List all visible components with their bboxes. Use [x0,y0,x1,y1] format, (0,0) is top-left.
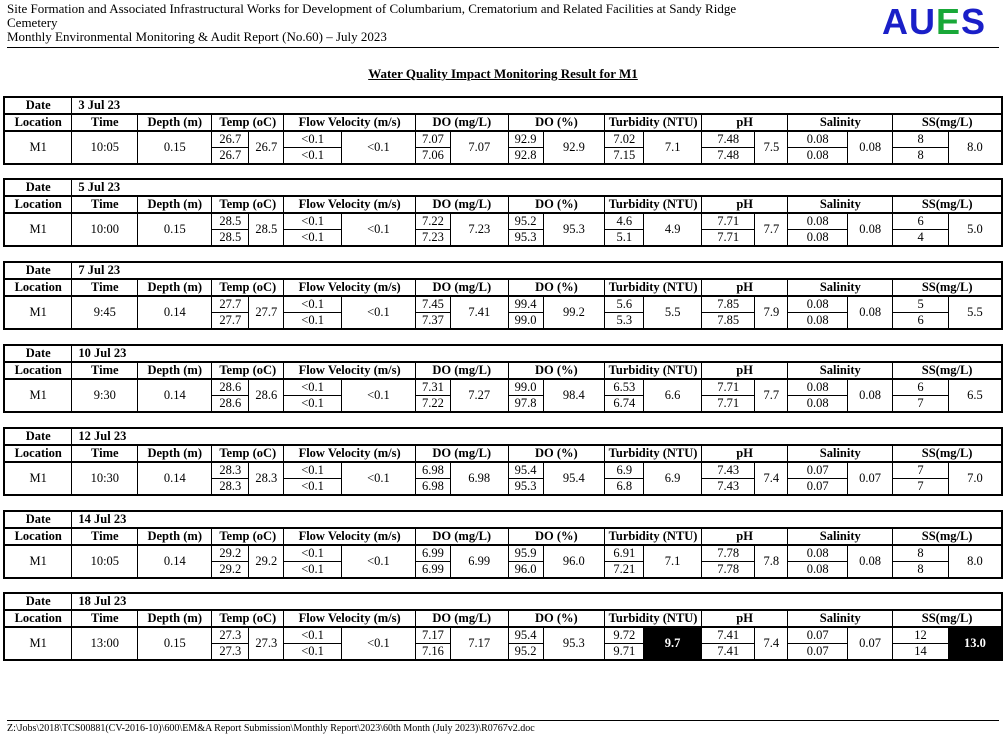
header-line1: Site Formation and Associated Infrastructural Works for Development of Columbarium, Crematorium and Related Facilities at Sandy Ridge [7,1,737,16]
flow-reading: <0.1 [284,296,342,313]
flow-reading: <0.1 [284,396,342,413]
temp-average: 28.5 [249,213,284,246]
temp-header: Temp (oC) [212,196,284,213]
temp-reading: 28.5 [212,213,249,230]
ph-header: pH [701,528,787,545]
aues-logo [882,0,986,44]
time-header: Time [72,445,138,462]
salinity-reading: 0.08 [788,296,848,313]
ph-average: 7.9 [755,296,788,329]
turbidity-average: 7.1 [644,131,702,164]
ss-header: SS(mg/L) [893,279,1002,296]
do-pct-header: DO (%) [508,610,605,627]
time-header: Time [72,362,138,379]
depth-header: Depth (m) [138,196,212,213]
do-mgl-reading: 6.99 [415,545,450,562]
monitoring-block [3,96,1003,165]
location-header: Location [4,610,72,627]
turbidity-average: 7.1 [644,545,702,578]
salinity-average: 0.07 [847,462,892,495]
salinity-reading: 0.08 [788,148,848,165]
do-mgl-reading: 7.07 [416,131,451,148]
ss-header: SS(mg/L) [893,362,1002,379]
do-pct-reading: 95.3 [508,479,543,496]
ss-header: SS(mg/L) [893,114,1002,131]
do-mgl-reading: 7.45 [416,296,451,313]
turbidity-header: Turbidity (NTU) [605,362,702,379]
do-pct-reading: 95.2 [508,644,543,661]
salinity-reading: 0.07 [788,462,848,479]
do-pct-header: DO (%) [508,445,605,462]
do-pct-reading: 95.9 [508,545,543,562]
do-pct-reading: 95.2 [508,213,543,230]
time-header: Time [72,610,138,627]
turbidity-reading: 4.6 [605,213,644,230]
do-mgl-reading: 7.22 [415,396,450,413]
turbidity-header: Turbidity (NTU) [605,196,702,213]
do-pct-header: DO (%) [508,196,605,213]
salinity-average: 0.08 [847,545,892,578]
turbidity-header: Turbidity (NTU) [605,528,702,545]
date-value: 18 Jul 23 [72,593,1002,610]
do-pct-average: 96.0 [543,545,605,578]
ss-average: 6.5 [948,379,1002,412]
do-pct-reading: 95.4 [508,627,543,644]
location-header: Location [4,528,72,545]
flow-reading: <0.1 [284,379,342,396]
do-pct-average: 92.9 [543,131,605,164]
turbidity-reading: 6.8 [605,479,644,496]
salinity-header: Salinity [788,279,893,296]
do-pct-reading: 92.8 [508,148,543,165]
ph-average: 7.5 [755,131,788,164]
ss-reading: 8 [893,131,949,148]
ph-average: 7.7 [755,213,788,246]
do-mgl-reading: 6.99 [415,562,450,579]
header-line2: Cemetery [7,15,58,30]
time-header: Time [72,196,138,213]
flow-average: <0.1 [341,379,415,412]
salinity-reading: 0.08 [788,545,848,562]
turbidity-header: Turbidity (NTU) [605,114,702,131]
salinity-header: Salinity [788,610,893,627]
time-header: Time [72,528,138,545]
flow-reading: <0.1 [284,562,342,579]
report-header [7,2,867,44]
turbidity-average: 9.7 [644,627,702,660]
flow-reading: <0.1 [284,545,342,562]
flow-header: Flow Velocity (m/s) [284,196,416,213]
depth-header: Depth (m) [138,528,212,545]
date-label: Date [4,593,72,610]
do-mgl-reading: 7.23 [416,230,451,247]
flow-average: <0.1 [341,545,415,578]
date-label: Date [4,511,72,528]
ss-average: 7.0 [948,462,1002,495]
time-value: 13:00 [72,627,138,660]
ss-average: 13.0 [948,627,1002,660]
ph-reading: 7.71 [701,213,755,230]
temp-reading: 28.3 [212,479,249,496]
flow-reading: <0.1 [284,148,342,165]
ph-average: 7.7 [755,379,788,412]
ph-header: pH [701,196,787,213]
ph-reading: 7.78 [701,562,754,579]
do-pct-average: 95.3 [543,213,605,246]
ss-reading: 7 [893,479,949,496]
depth-header: Depth (m) [138,114,212,131]
monitoring-block [3,592,1003,661]
temp-reading: 27.7 [212,296,249,313]
depth-value: 0.14 [138,462,212,495]
header-line3: Monthly Environmental Monitoring & Audit Report (No.60) – July 2023 [7,29,387,44]
ss-reading: 7 [893,396,949,413]
depth-value: 0.15 [138,131,212,164]
do-mgl-average: 7.27 [450,379,508,412]
ss-reading: 6 [893,313,949,330]
do-pct-reading: 95.3 [508,230,543,247]
ss-reading: 4 [893,230,949,247]
depth-header: Depth (m) [138,610,212,627]
time-header: Time [72,114,138,131]
ph-reading: 7.43 [701,462,754,479]
do-mgl-reading: 7.37 [416,313,451,330]
flow-reading: <0.1 [284,627,342,644]
temp-header: Temp (oC) [212,445,284,462]
location-value: M1 [4,627,72,660]
do-mgl-header: DO (mg/L) [416,279,509,296]
time-value: 9:45 [72,296,138,329]
monitoring-block [3,510,1003,579]
salinity-header: Salinity [788,114,893,131]
turbidity-reading: 5.6 [605,296,644,313]
date-value: 7 Jul 23 [72,262,1002,279]
flow-header: Flow Velocity (m/s) [284,610,416,627]
temp-header: Temp (oC) [212,610,284,627]
do-pct-reading: 92.9 [508,131,543,148]
salinity-header: Salinity [788,528,893,545]
turbidity-reading: 6.91 [605,545,644,562]
do-mgl-header: DO (mg/L) [416,114,509,131]
date-value: 3 Jul 23 [72,97,1002,114]
do-mgl-reading: 7.16 [415,644,450,661]
do-mgl-average: 6.98 [450,462,508,495]
salinity-reading: 0.08 [788,379,848,396]
location-header: Location [4,445,72,462]
turbidity-reading: 5.3 [605,313,644,330]
time-value: 10:05 [72,131,138,164]
ph-reading: 7.48 [701,148,755,165]
flow-average: <0.1 [341,296,415,329]
do-pct-reading: 99.0 [508,379,543,396]
date-value: 5 Jul 23 [72,179,1002,196]
do-mgl-header: DO (mg/L) [416,196,509,213]
do-mgl-reading: 7.31 [415,379,450,396]
do-pct-header: DO (%) [508,528,605,545]
logo-au: AU [882,1,936,42]
turbidity-reading: 9.72 [605,627,644,644]
flow-reading: <0.1 [284,462,342,479]
turbidity-header: Turbidity (NTU) [605,279,702,296]
location-value: M1 [4,545,72,578]
ss-header: SS(mg/L) [893,196,1002,213]
turbidity-reading: 7.21 [605,562,644,579]
do-mgl-reading: 7.17 [415,627,450,644]
salinity-reading: 0.08 [788,213,848,230]
temp-header: Temp (oC) [212,528,284,545]
flow-header: Flow Velocity (m/s) [284,528,416,545]
do-mgl-reading: 6.98 [415,462,450,479]
date-label: Date [4,345,72,362]
ss-reading: 8 [893,545,949,562]
ph-header: pH [701,445,787,462]
temp-header: Temp (oC) [212,279,284,296]
flow-average: <0.1 [341,131,415,164]
do-mgl-reading: 6.98 [415,479,450,496]
flow-reading: <0.1 [284,479,342,496]
salinity-average: 0.08 [847,379,892,412]
turbidity-average: 6.6 [644,379,702,412]
temp-average: 29.2 [249,545,284,578]
turbidity-average: 6.9 [644,462,702,495]
flow-reading: <0.1 [284,230,342,247]
depth-header: Depth (m) [138,279,212,296]
time-value: 10:05 [72,545,138,578]
do-pct-header: DO (%) [508,362,605,379]
ph-average: 7.8 [755,545,788,578]
logo-s: S [961,1,987,42]
temp-reading: 28.5 [212,230,249,247]
temp-reading: 26.7 [212,148,249,165]
salinity-average: 0.08 [848,296,893,329]
do-pct-reading: 99.4 [508,296,543,313]
turbidity-average: 5.5 [644,296,702,329]
do-mgl-header: DO (mg/L) [415,528,508,545]
location-value: M1 [4,131,72,164]
temp-average: 26.7 [249,131,284,164]
flow-reading: <0.1 [284,213,342,230]
ph-header: pH [701,279,787,296]
temp-header: Temp (oC) [212,362,284,379]
location-header: Location [4,114,72,131]
do-mgl-header: DO (mg/L) [415,362,508,379]
monitoring-block [3,344,1003,413]
do-pct-average: 99.2 [543,296,605,329]
salinity-reading: 0.08 [788,230,848,247]
date-value: 12 Jul 23 [72,428,1002,445]
salinity-average: 0.07 [847,627,892,660]
temp-reading: 27.3 [212,627,249,644]
do-pct-reading: 95.4 [508,462,543,479]
time-value: 10:30 [72,462,138,495]
ss-reading: 8 [893,562,949,579]
date-label: Date [4,97,72,114]
temp-reading: 28.6 [212,396,249,413]
salinity-average: 0.08 [848,213,893,246]
monitoring-block [3,178,1003,247]
location-header: Location [4,196,72,213]
salinity-header: Salinity [788,362,893,379]
salinity-header: Salinity [788,445,893,462]
ph-header: pH [701,362,787,379]
ss-reading: 5 [893,296,949,313]
temp-average: 27.7 [249,296,284,329]
ph-header: pH [701,114,787,131]
ss-reading: 7 [893,462,949,479]
temp-reading: 29.2 [212,545,249,562]
location-value: M1 [4,462,72,495]
ss-reading: 8 [893,148,949,165]
salinity-reading: 0.08 [788,562,848,579]
ph-header: pH [701,610,787,627]
depth-value: 0.14 [138,296,212,329]
ph-reading: 7.48 [701,131,755,148]
turbidity-header: Turbidity (NTU) [605,445,702,462]
temp-reading: 28.3 [212,462,249,479]
date-value: 10 Jul 23 [72,345,1002,362]
depth-header: Depth (m) [138,362,212,379]
location-header: Location [4,362,72,379]
flow-average: <0.1 [341,213,415,246]
flow-average: <0.1 [341,627,415,660]
salinity-reading: 0.08 [788,313,848,330]
flow-header: Flow Velocity (m/s) [284,114,416,131]
header-rule [7,47,999,48]
temp-average: 27.3 [249,627,284,660]
do-mgl-average: 7.23 [450,213,508,246]
salinity-reading: 0.07 [788,644,848,661]
ss-reading: 12 [893,627,949,644]
temp-average: 28.6 [249,379,284,412]
flow-header: Flow Velocity (m/s) [284,279,416,296]
ph-reading: 7.85 [701,313,755,330]
ss-average: 8.0 [948,545,1002,578]
ph-reading: 7.78 [701,545,754,562]
flow-reading: <0.1 [284,313,342,330]
turbidity-average: 4.9 [644,213,702,246]
page-title: Water Quality Impact Monitoring Result for M1 [368,66,638,81]
time-header: Time [72,279,138,296]
turbidity-reading: 6.74 [605,396,644,413]
salinity-reading: 0.07 [788,627,848,644]
turbidity-reading: 9.71 [605,644,644,661]
temp-average: 28.3 [249,462,284,495]
date-label: Date [4,428,72,445]
do-mgl-header: DO (mg/L) [415,610,508,627]
do-pct-header: DO (%) [508,114,605,131]
do-mgl-average: 6.99 [450,545,508,578]
do-mgl-average: 7.41 [450,296,508,329]
flow-header: Flow Velocity (m/s) [284,445,416,462]
temp-reading: 27.3 [212,644,249,661]
turbidity-reading: 5.1 [605,230,644,247]
monitoring-block [3,261,1003,330]
do-pct-average: 95.4 [543,462,605,495]
salinity-header: Salinity [788,196,893,213]
ss-average: 8.0 [948,131,1002,164]
time-value: 10:00 [72,213,138,246]
salinity-reading: 0.08 [788,396,848,413]
temp-reading: 27.7 [212,313,249,330]
do-mgl-average: 7.07 [450,131,508,164]
footer-rule [7,720,999,721]
flow-header: Flow Velocity (m/s) [284,362,416,379]
monitoring-block [3,427,1003,496]
location-value: M1 [4,296,72,329]
ss-average: 5.0 [948,213,1002,246]
location-header: Location [4,279,72,296]
ph-reading: 7.43 [701,479,754,496]
location-value: M1 [4,213,72,246]
turbidity-reading: 6.53 [605,379,644,396]
depth-value: 0.14 [138,545,212,578]
turbidity-reading: 6.9 [605,462,644,479]
turbidity-header: Turbidity (NTU) [605,610,702,627]
do-pct-average: 95.3 [543,627,605,660]
ss-reading: 6 [893,379,949,396]
ph-average: 7.4 [755,462,788,495]
do-pct-reading: 97.8 [508,396,543,413]
turbidity-reading: 7.02 [605,131,644,148]
do-mgl-reading: 7.06 [416,148,451,165]
ph-average: 7.4 [755,627,788,660]
date-value: 14 Jul 23 [72,511,1002,528]
depth-value: 0.14 [138,379,212,412]
depth-value: 0.15 [138,627,212,660]
depth-value: 0.15 [138,213,212,246]
do-pct-average: 98.4 [543,379,605,412]
footer-path: Z:\Jobs\2018\TCS00881(CV-2016-10)\600\EM&A Report Submission\Monthly Report\2023\60th Month (July 2023)\R0767v2.doc [7,723,535,734]
temp-header: Temp (oC) [212,114,284,131]
turbidity-reading: 7.15 [605,148,644,165]
flow-reading: <0.1 [284,131,342,148]
ss-reading: 6 [893,213,949,230]
ph-reading: 7.71 [701,230,755,247]
ph-reading: 7.71 [701,396,754,413]
location-value: M1 [4,379,72,412]
do-mgl-header: DO (mg/L) [415,445,508,462]
ss-average: 5.5 [948,296,1002,329]
salinity-average: 0.08 [848,131,893,164]
ss-header: SS(mg/L) [893,445,1002,462]
temp-reading: 26.7 [212,131,249,148]
temp-reading: 29.2 [212,562,249,579]
date-label: Date [4,179,72,196]
flow-average: <0.1 [341,462,415,495]
do-pct-reading: 99.0 [508,313,543,330]
salinity-reading: 0.07 [788,479,848,496]
do-mgl-reading: 7.22 [416,213,451,230]
ph-reading: 7.41 [701,627,754,644]
ph-reading: 7.85 [701,296,755,313]
do-pct-reading: 96.0 [508,562,543,579]
ss-header: SS(mg/L) [893,528,1002,545]
do-pct-header: DO (%) [508,279,605,296]
flow-reading: <0.1 [284,644,342,661]
ph-reading: 7.41 [701,644,754,661]
date-label: Date [4,262,72,279]
ss-header: SS(mg/L) [893,610,1002,627]
temp-reading: 28.6 [212,379,249,396]
salinity-reading: 0.08 [788,131,848,148]
time-value: 9:30 [72,379,138,412]
ss-reading: 14 [893,644,949,661]
depth-header: Depth (m) [138,445,212,462]
ph-reading: 7.71 [701,379,754,396]
do-mgl-average: 7.17 [450,627,508,660]
logo-e: E [936,1,962,42]
